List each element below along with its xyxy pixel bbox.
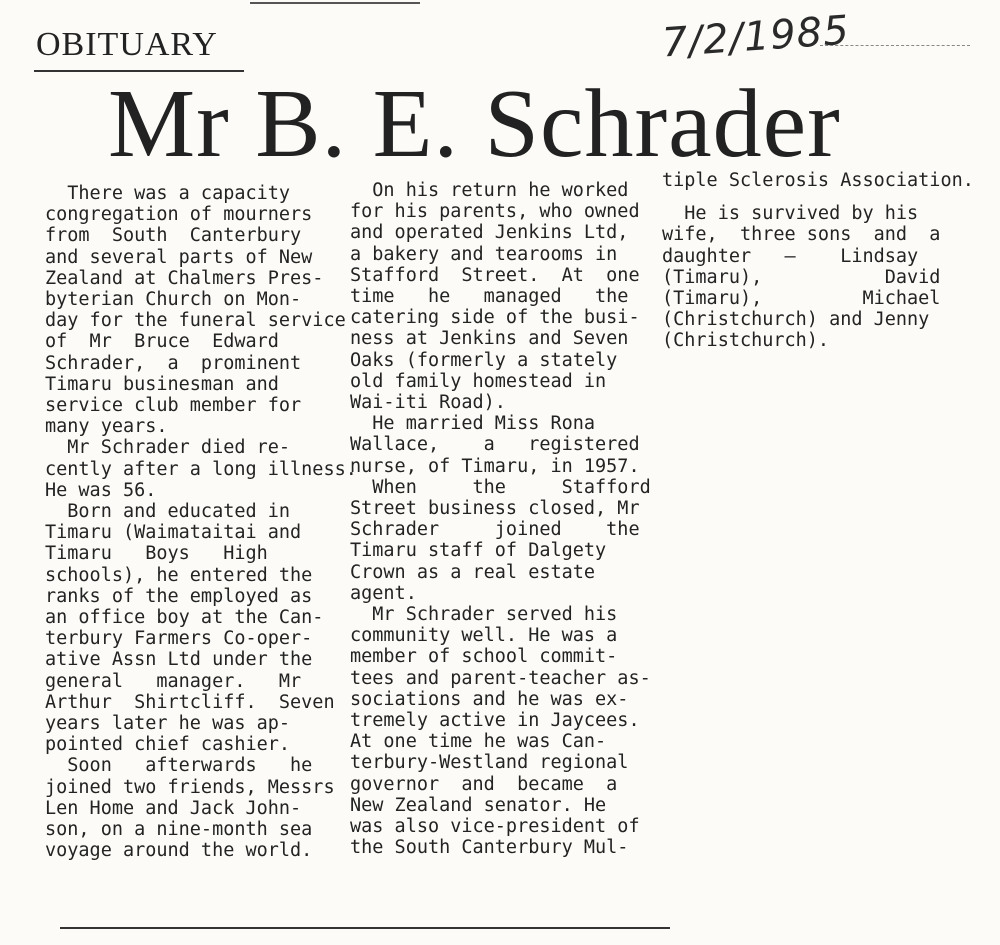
article-line: ranks of the employed as [45,585,313,607]
headline: Mr B. E. Schrader [108,70,841,178]
article-line: joined two friends, Messrs [45,776,335,798]
section-label: OBITUARY [36,26,218,63]
article-column-1 [45,183,357,862]
article-line: tees and parent-teacher as- [350,667,651,689]
article-line: Wallace, a registered [350,434,640,456]
article-line: ative Assn Ltd under the [45,649,313,671]
article-line: terbury-Westland regional [350,752,629,774]
article-line: time he managed the [350,286,629,308]
article-line: Wai-iti Road). [350,392,506,414]
article-line: Stafford Street. At one [350,264,640,286]
article-line: voyage around the world. [45,840,313,862]
article-line: for his parents, who owned [350,201,640,223]
article-column-3 [662,170,974,352]
article-line: old family homestead in [350,370,607,392]
article-line: agent. [350,582,417,604]
article-line: wife, three sons and a [662,224,941,246]
article-line: cently after a long illness. [45,458,357,480]
article-line: (Christchurch) and Jenny [662,309,930,331]
article-line: day for the funeral service [45,310,346,332]
article-line: schools), he entered the [45,564,313,586]
article-line: tiple Sclerosis Association. [662,170,974,191]
article-line: He is survived by his [662,203,919,225]
article-line: At one time he was Can- [350,731,607,753]
article-line: Timaru Boys High [45,543,268,565]
article-line: When the Stafford [350,476,651,498]
article-line: tremely active in Jaycees. [350,710,640,732]
article-line: Zealand at Chalmers Pres- [45,267,324,289]
article-line: He was 56. [45,479,157,501]
article-line: Timaru businesman and [45,373,279,395]
bottom-rule [60,927,670,929]
article-line: Schrader joined the [350,519,640,541]
article-line: catering side of the busi- [350,307,640,329]
handwritten-date: 7/2/1985 [660,7,852,67]
article-line: nurse, of Timaru, in 1957. [350,455,640,477]
article-line: sociations and he was ex- [350,688,629,710]
article-line: Timaru staff of Dalgety [350,540,607,562]
article-line: governor and became a [350,773,618,795]
article-line: congregation of mourners [45,204,313,226]
article-line: a bakery and tearooms in [350,243,618,265]
article-line: (Timaru), David [662,266,941,288]
article-line: ness at Jenkins and Seven [350,328,629,350]
article-line: Oaks (formerly a stately [350,349,618,371]
article-line: (Christchurch). [662,330,830,352]
article-line: Born and educated in [45,501,291,523]
article-line: Mr Schrader died re- [45,437,291,459]
article-line: Street business closed, Mr [350,498,640,520]
article-line: (Timaru), Michael [662,288,941,310]
article-line: many years. [45,416,168,438]
article-line: general manager. Mr [45,670,302,692]
article-line: son, on a nine-month sea [45,819,313,841]
article-line [662,191,962,203]
article-line: There was a capacity [45,183,291,204]
article-line: community well. He was a [350,625,618,647]
article-line: On his return he worked [350,180,629,201]
article-line: Timaru (Waimataitai and [45,522,302,544]
article-line: Schrader, a prominent [45,352,302,374]
article-line: Crown as a real estate [350,561,596,583]
article-line: Arthur Shirtcliff. Seven [45,691,335,713]
article-line: Soon afterwards he [45,755,313,777]
article-line: pointed chief cashier. [45,734,291,756]
article-line: and several parts of New [45,246,313,268]
top-rule [250,2,420,4]
article-line: terbury Farmers Co-oper- [45,628,313,650]
article-line: was also vice-president of [350,816,640,838]
article-line: of Mr Bruce Edward [45,331,279,353]
article-line: the South Canterbury Mul- [350,837,629,859]
article-line: service club member for [45,395,302,417]
article-column-2 [350,180,651,859]
article-line: years later he was ap- [45,713,291,735]
article-line: Mr Schrader served his [350,604,618,626]
article-line: an office boy at the Can- [45,607,324,629]
article-line: member of school commit- [350,646,618,668]
article-line: from South Canterbury [45,225,302,247]
article-line: and operated Jenkins Ltd, [350,222,629,244]
dashed-mark [820,45,970,46]
article-line: New Zealand senator. He [350,794,607,816]
article-line: He married Miss Rona [350,413,596,435]
article-line: daughter — Lindsay [662,245,919,267]
article-line: Len Home and Jack John- [45,797,302,819]
article-line: byterian Church on Mon- [45,289,302,311]
